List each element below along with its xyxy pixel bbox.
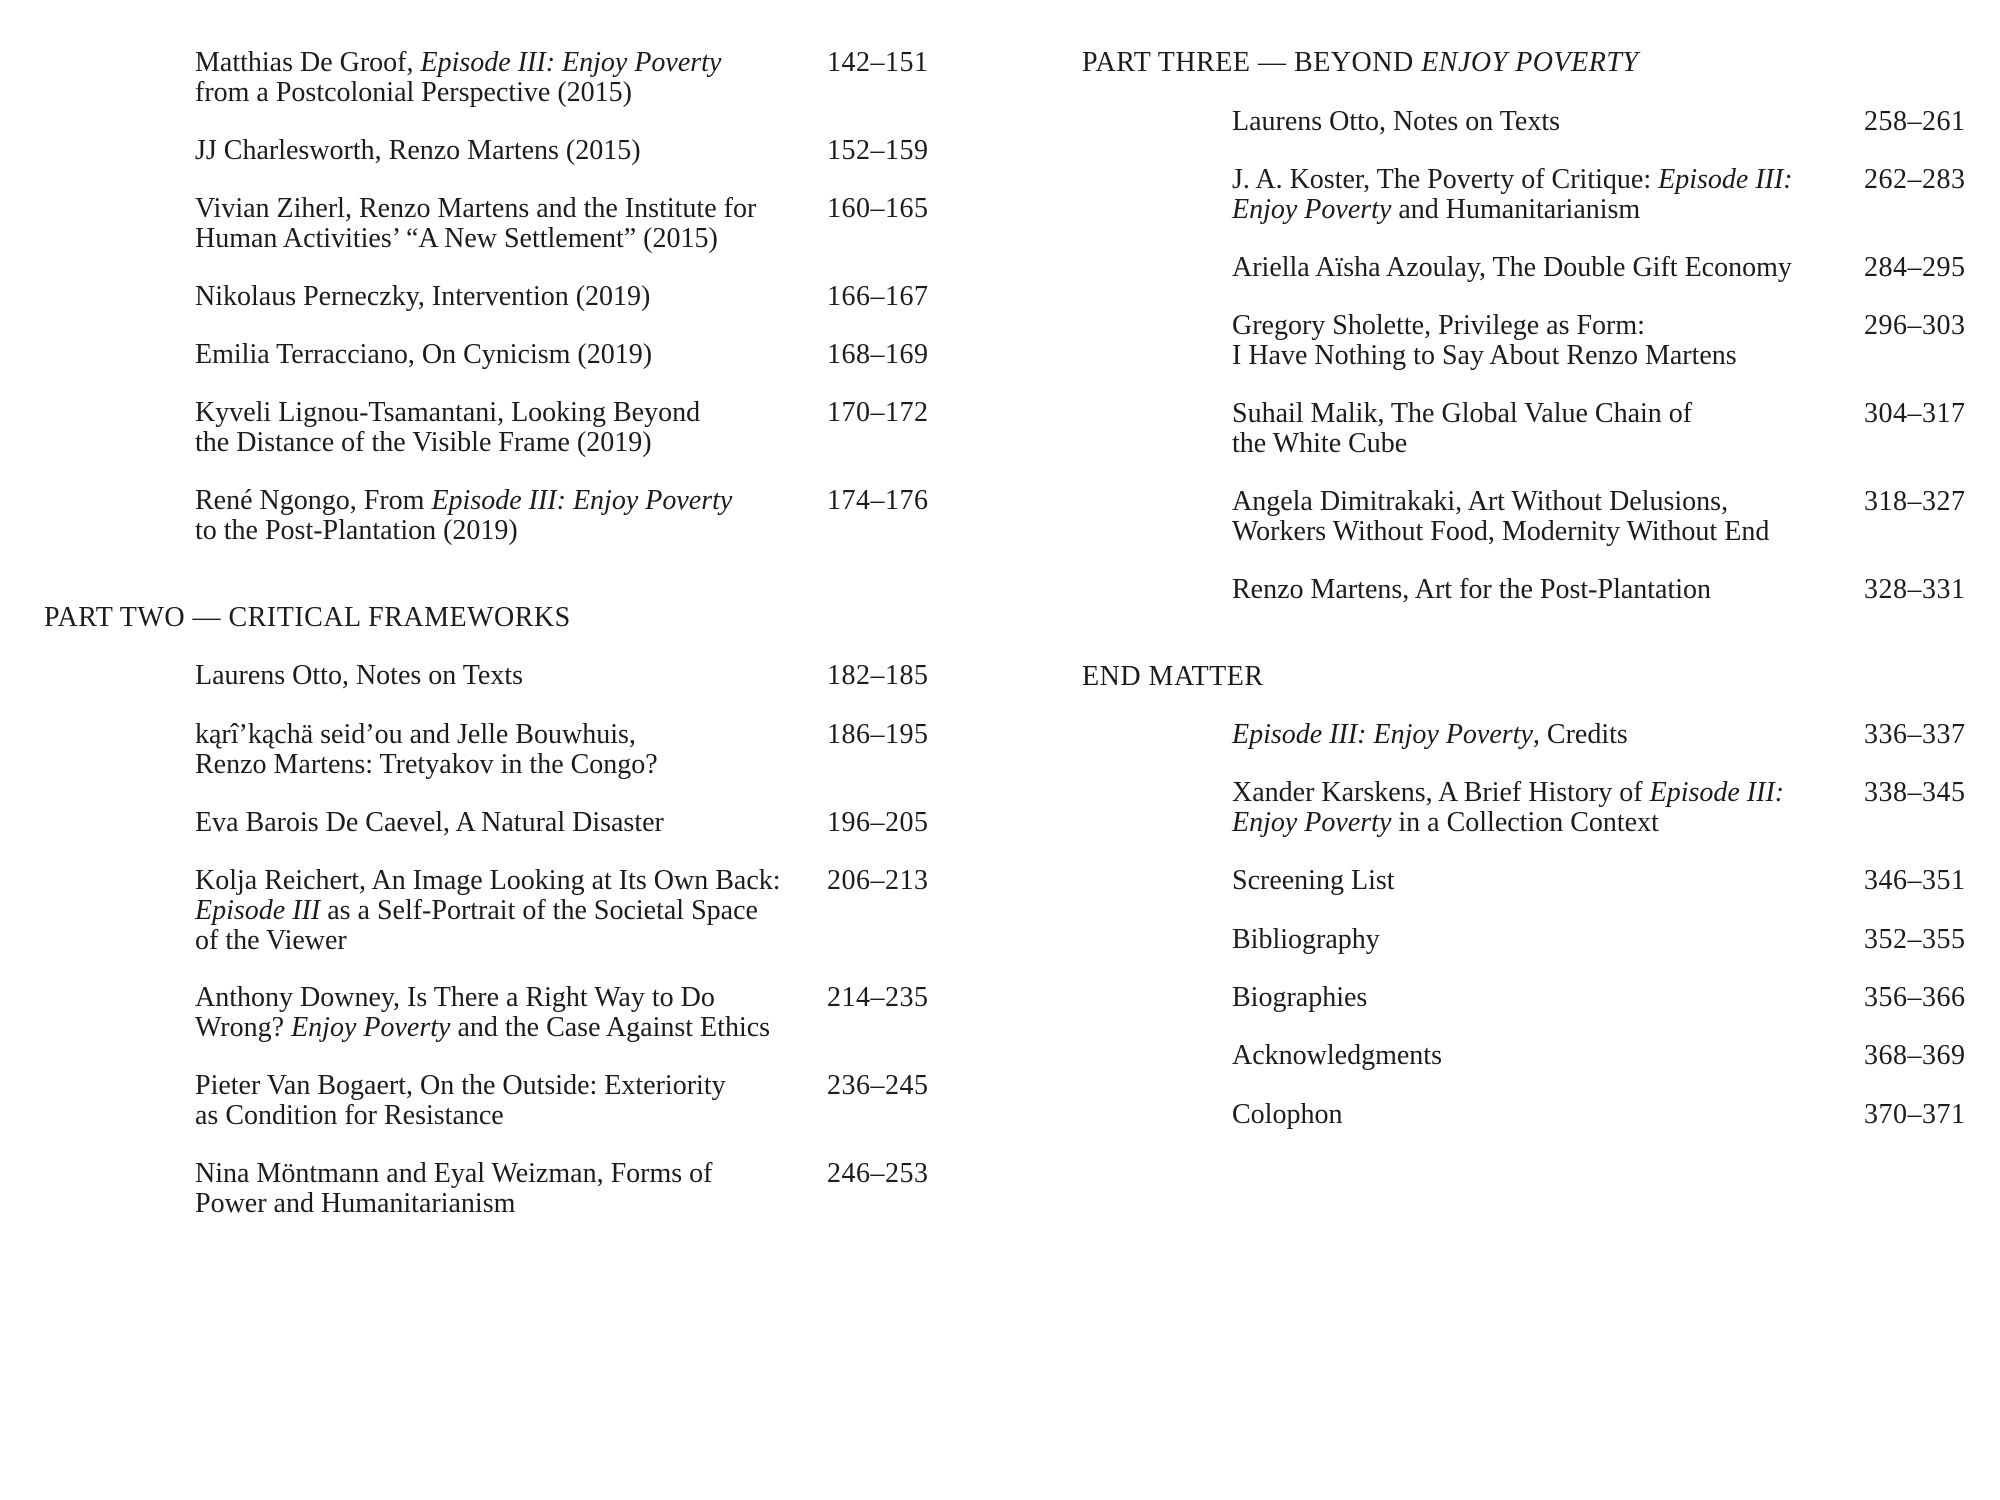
part-three-heading: PART THREE — BEYOND ENJOY POVERTY (1082, 47, 1639, 78)
entry-pages: 258–261 (1864, 106, 1966, 137)
entry-title: Angela Dimitrakaki, Art Without Delusions, Workers Without Food, Modernity Without End (1232, 486, 1770, 547)
entry-pages: 338–345 (1864, 777, 1966, 808)
entry-title: Gregory Sholette, Privilege as Form: I Have Nothing to Say About Renzo Martens (1232, 310, 1737, 371)
entry-pages: 304–317 (1864, 398, 1966, 429)
entry-title: Anthony Downey, Is There a Right Way to Do Wrong? Enjoy Poverty and the Case Against Ethics (195, 982, 771, 1043)
entry-title: Nikolaus Perneczky, Intervention (2019) (195, 281, 651, 312)
entry-title: Screening List (1232, 865, 1395, 896)
entry-pages: 236–245 (827, 1070, 929, 1101)
entry-pages: 168–169 (827, 339, 929, 370)
entry-title: René Ngongo, From Episode III: Enjoy Poverty to the Post-Plantation (2019) (195, 485, 733, 546)
entry-pages: 214–235 (827, 982, 929, 1013)
entry-pages: 152–159 (827, 135, 929, 166)
entry-pages: 368–369 (1864, 1040, 1966, 1071)
entry-title: Vivian Ziherl, Renzo Martens and the Institute for Human Activities’ “A New Settlement” (2015) (195, 193, 757, 254)
entry-pages: 352–355 (1864, 924, 1966, 955)
entry-title: Xander Karskens, A Brief History of Episode III: Enjoy Poverty in a Collection Context (1232, 777, 1785, 838)
entry-title: Emilia Terracciano, On Cynicism (2019) (195, 339, 653, 370)
entry-pages: 284–295 (1864, 252, 1966, 283)
entry-title: Ariella Aïsha Azoulay, The Double Gift Economy (1232, 252, 1792, 283)
end-matter-heading: END MATTER (1082, 661, 1264, 692)
entry-pages: 142–151 (827, 47, 929, 78)
entry-pages: 186–195 (827, 719, 929, 750)
part-two-heading: PART TWO — CRITICAL FRAMEWORKS (44, 602, 571, 633)
entry-title: Renzo Martens, Art for the Post-Plantation (1232, 574, 1712, 605)
entry-pages: 262–283 (1864, 164, 1966, 195)
entry-pages: 170–172 (827, 397, 929, 428)
entry-pages: 296–303 (1864, 310, 1966, 341)
entry-pages: 318–327 (1864, 486, 1966, 517)
entry-title: Pieter Van Bogaert, On the Outside: Exteriority as Condition for Resistance (195, 1070, 726, 1131)
entry-pages: 160–165 (827, 193, 929, 224)
entry-pages: 370–371 (1864, 1099, 1966, 1130)
entry-title: Kolja Reichert, An Image Looking at Its Own Back: Episode III as a Self-Portrait of the Societal Space of the Viewer (195, 865, 781, 956)
entry-pages: 182–185 (827, 660, 929, 691)
entry-pages: 336–337 (1864, 719, 1966, 750)
entry-title: Biographies (1232, 982, 1368, 1013)
entry-pages: 166–167 (827, 281, 929, 312)
entry-pages: 246–253 (827, 1158, 929, 1189)
entry-pages: 206–213 (827, 865, 929, 896)
entry-title: Kyveli Lignou-Tsamantani, Looking Beyond the Distance of the Visible Frame (2019) (195, 397, 701, 458)
entry-title: JJ Charlesworth, Renzo Martens (2015) (195, 135, 641, 166)
entry-pages: 346–351 (1864, 865, 1966, 896)
entry-title: Nina Möntmann and Eyal Weizman, Forms of Power and Humanitarianism (195, 1158, 713, 1219)
entry-title: Laurens Otto, Notes on Texts (195, 660, 524, 691)
entry-title: Laurens Otto, Notes on Texts (1232, 106, 1561, 137)
entry-title: Matthias De Groof, Episode III: Enjoy Poverty from a Postcolonial Perspective (2015) (195, 47, 722, 108)
entry-title: Eva Barois De Caevel, A Natural Disaster (195, 807, 664, 838)
entry-title: Episode III: Enjoy Poverty, Credits (1232, 719, 1628, 750)
entry-title: Bibliography (1232, 924, 1380, 955)
entry-title: Acknowledgments (1232, 1040, 1442, 1071)
entry-pages: 356–366 (1864, 982, 1966, 1013)
entry-title: kąrî’kąchä seid’ou and Jelle Bouwhuis, Renzo Martens: Tretyakov in the Congo? (195, 719, 658, 780)
entry-pages: 328–331 (1864, 574, 1966, 605)
entry-pages: 174–176 (827, 485, 929, 516)
entry-title: J. A. Koster, The Poverty of Critique: Episode III: Enjoy Poverty and Humanitarianism (1232, 164, 1793, 225)
entry-pages: 196–205 (827, 807, 929, 838)
entry-title: Colophon (1232, 1099, 1343, 1130)
entry-title: Suhail Malik, The Global Value Chain of the White Cube (1232, 398, 1693, 459)
